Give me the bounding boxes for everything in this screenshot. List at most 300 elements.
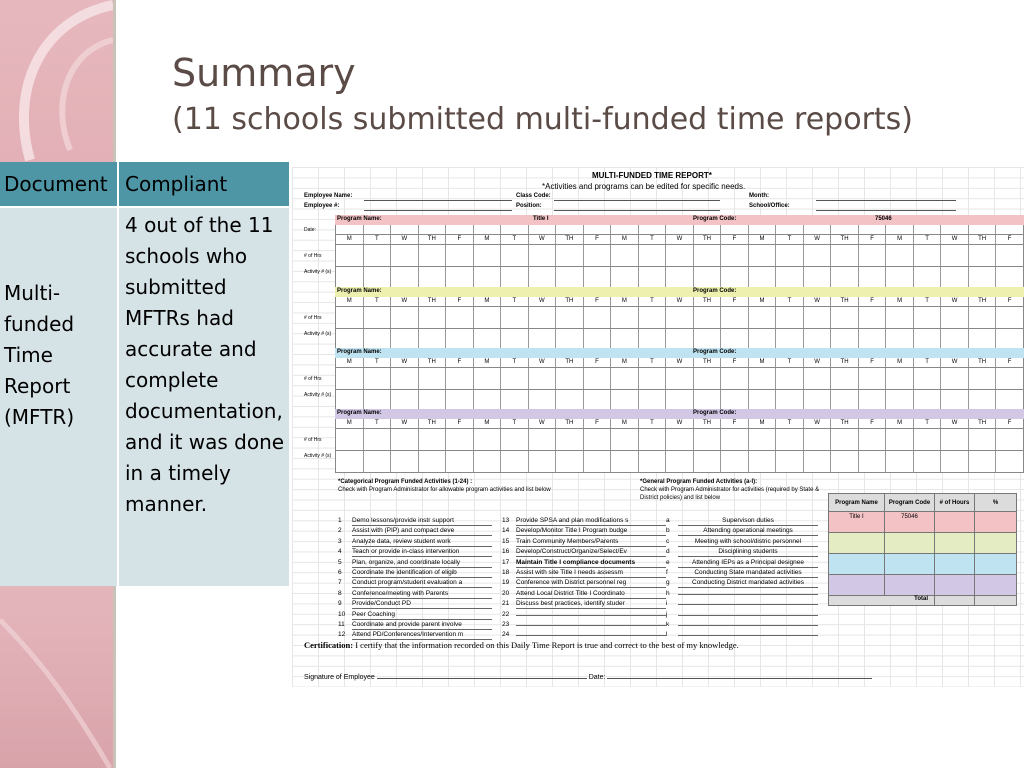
summary-row <box>829 512 1017 533</box>
day-cell: W <box>665 358 693 367</box>
activity-text: Discuss best practices, identify studer <box>516 599 666 609</box>
summary-header: Program Name <box>829 494 885 512</box>
activity-number: 17 <box>502 558 510 566</box>
day-cell: W <box>390 297 418 306</box>
date-row <box>335 225 1024 235</box>
program-code-label: Program Code: <box>693 349 737 355</box>
program-code-value: 75046 <box>875 216 892 222</box>
day-cell: W <box>665 419 693 428</box>
activity-number: 5 <box>338 558 342 566</box>
form-title: MULTI-FUNDED TIME REPORT* <box>592 171 712 180</box>
day-cell: M <box>885 419 913 428</box>
day-cell: T <box>638 419 666 428</box>
activity-text: Develop/Monitor Title I Program budge <box>516 526 666 536</box>
categorical-text: Check with Program Administrator for allowable program activities and list below <box>338 487 551 493</box>
day-cell: M <box>346 359 352 365</box>
activity-text: Train Community Members/Parents <box>516 537 666 547</box>
day-cell: TH <box>418 297 446 306</box>
day-cell: TH <box>830 358 858 367</box>
activity-number: 20 <box>502 589 510 597</box>
general-text: Check with Program Administrator for activities (required by State & District policies) and list below <box>640 487 820 501</box>
hours-row <box>335 429 1024 451</box>
day-cell: T <box>913 419 941 428</box>
activity-item <box>666 578 818 588</box>
activity-item <box>666 589 818 599</box>
compliant-line: in a timely <box>125 461 231 485</box>
summary-total-row <box>829 596 1017 606</box>
activity-number: b <box>666 527 670 535</box>
activity-item <box>502 620 666 630</box>
day-cell: W <box>940 358 968 367</box>
activity-text <box>516 635 666 636</box>
day-cell: F <box>583 235 611 244</box>
activity-number: 6 <box>338 569 342 576</box>
activity-number: 24 <box>502 631 510 639</box>
activity-text <box>678 604 818 605</box>
activity-item <box>338 599 492 609</box>
document-cell <box>0 207 118 586</box>
day-cell: TH <box>555 358 583 367</box>
day-cell: T <box>775 297 803 306</box>
month-line <box>816 193 956 201</box>
activity-number: c <box>666 537 670 545</box>
certification <box>304 640 739 650</box>
activity-item <box>338 620 492 630</box>
activity-text <box>516 625 666 626</box>
summary-program-code: 75046 <box>885 512 935 533</box>
activity-item <box>502 526 666 536</box>
activity-item <box>338 568 492 578</box>
date-blank <box>607 672 872 679</box>
activity-text: Conduct program/student evaluation a <box>352 578 492 588</box>
categorical-instructions <box>338 479 628 494</box>
day-cell: W <box>940 297 968 306</box>
school-label: School/Office: <box>749 203 790 209</box>
activity-text: Conference/meeting with Parents <box>352 589 492 599</box>
activity-text: Provide SPSA and plan modifications s <box>516 516 666 526</box>
day-cell: T <box>500 297 528 306</box>
document-line: (MFTR) <box>4 405 75 429</box>
day-cell: W <box>803 297 831 306</box>
hours-row <box>335 245 1024 267</box>
activity-label: Activity # (s) <box>304 453 332 459</box>
activity-item <box>502 589 666 599</box>
activity-item <box>502 610 666 620</box>
day-cell: TH <box>830 419 858 428</box>
day-cell: TH <box>693 419 721 428</box>
activity-number: 2 <box>338 527 342 535</box>
day-cell: F <box>720 297 748 306</box>
day-cell: T <box>363 419 391 428</box>
day-cell: W <box>940 419 968 428</box>
signature-date-label: Date: <box>588 674 606 681</box>
activity-number: 21 <box>502 600 510 608</box>
activity-item <box>666 516 818 526</box>
summary-header: % <box>975 494 1017 512</box>
day-cell: F <box>583 297 611 306</box>
month-label: Month: <box>749 193 769 199</box>
activity-item <box>502 630 666 640</box>
general-instructions <box>640 479 820 502</box>
compliant-line: and it was done <box>125 430 285 454</box>
summary-total-label: Total <box>829 596 935 606</box>
certification-text: I certify that the information recorded on this Daily Time Report is true and correct to the best of my knowledge. <box>355 640 739 650</box>
day-row <box>335 235 1024 245</box>
document-line: Time <box>4 343 53 367</box>
activity-number: l <box>666 631 668 639</box>
program-name-label: Program Name: <box>337 410 382 416</box>
day-cell: F <box>445 297 473 306</box>
day-cell: W <box>665 297 693 306</box>
activity-item <box>666 599 818 609</box>
day-cell: TH <box>830 297 858 306</box>
program-name-label: Program Name: <box>337 216 382 222</box>
day-cell: TH <box>830 235 858 244</box>
day-cell: W <box>803 358 831 367</box>
day-cell: M <box>610 297 638 306</box>
compliant-cell <box>118 207 289 586</box>
day-cell: M <box>473 235 501 244</box>
activity-text: Provide/Conduct PD <box>352 599 492 609</box>
day-row <box>335 358 1024 368</box>
day-cell: W <box>528 419 556 428</box>
compliant-line: accurate and <box>125 337 257 361</box>
activity-number: j <box>666 610 668 618</box>
day-cell: M <box>885 297 913 306</box>
employee-no-label: Employee #: <box>304 203 340 209</box>
employee-name-label: Employee Name: <box>304 193 353 199</box>
activity-item <box>666 526 818 536</box>
day-cell: F <box>583 358 611 367</box>
day-cell: T <box>913 358 941 367</box>
document-line: Report <box>4 374 71 398</box>
activity-row <box>335 451 1024 473</box>
day-cell: M <box>748 419 776 428</box>
activity-number: g <box>666 579 670 587</box>
summary-header: Program Code <box>885 494 935 512</box>
day-cell: W <box>528 297 556 306</box>
summary-percent <box>975 512 1017 533</box>
program-band-3 <box>335 348 1024 358</box>
compliant-line: manner. <box>125 492 208 516</box>
activity-label: Activity # (s) <box>304 331 332 337</box>
day-cell: M <box>346 420 352 426</box>
activity-item <box>502 537 666 547</box>
summary-header: # of Hours <box>935 494 975 512</box>
day-cell: F <box>858 358 886 367</box>
day-cell: T <box>363 297 391 306</box>
activity-text: Supervison duties <box>678 516 818 526</box>
activity-text: Conducting State mandated activities <box>678 568 818 578</box>
day-cell: T <box>638 297 666 306</box>
program-summary-table <box>828 493 1017 606</box>
activity-item <box>338 558 492 568</box>
day-cell: T <box>638 235 666 244</box>
day-cell: T <box>500 358 528 367</box>
program-band-1 <box>335 215 1024 225</box>
mftr-form-image <box>292 167 1024 687</box>
hours-label: # of Hrs <box>304 315 322 321</box>
activity-text <box>678 615 818 616</box>
activity-text: Teach or provide in-class intervention <box>352 547 492 557</box>
header-document: Document <box>0 162 118 207</box>
activity-item <box>502 599 666 609</box>
program-name-label: Program Name: <box>337 349 382 355</box>
activity-number: 3 <box>338 537 342 545</box>
activity-text: Disciplining students <box>678 547 818 557</box>
day-cell: F <box>995 419 1023 428</box>
day-cell: M <box>748 297 776 306</box>
activity-text: Coordinate the identification of eligib <box>352 568 492 578</box>
activity-number: a <box>666 517 670 524</box>
day-cell: M <box>748 358 776 367</box>
hours-row <box>335 307 1024 329</box>
day-cell: TH <box>693 297 721 306</box>
day-cell: M <box>610 358 638 367</box>
form-subtitle: *Activities and programs can be edited for specific needs. <box>542 182 746 191</box>
general-head: *General Program Funded Activities (a-l): <box>640 479 758 485</box>
activity-number: 10 <box>338 610 346 618</box>
activity-label: Activity # (s) <box>304 392 332 398</box>
activity-number: 12 <box>338 631 346 639</box>
activity-text: Attend PD/Conferences/Intervention m <box>352 630 492 640</box>
document-line: funded <box>4 312 75 336</box>
activity-item <box>338 589 492 599</box>
activity-text: Conference with District personnel reg <box>516 578 666 588</box>
class-code-label: Class Code: <box>516 193 551 199</box>
position-line <box>554 203 720 211</box>
day-cell: W <box>528 358 556 367</box>
activity-number: 14 <box>502 527 510 535</box>
day-cell: M <box>610 419 638 428</box>
activity-text: Peer Coaching <box>352 610 492 620</box>
compliant-line: submitted <box>125 275 227 299</box>
activity-text: Coordinate and provide parent involve <box>352 620 492 630</box>
activity-item <box>338 537 492 547</box>
summary-row <box>829 575 1017 596</box>
program-name-label: Program Name: <box>337 288 382 294</box>
day-cell: TH <box>968 297 996 306</box>
day-cell: TH <box>693 358 721 367</box>
activity-text: Attending operational meetings <box>678 526 818 536</box>
day-cell: M <box>473 358 501 367</box>
activity-text <box>678 594 818 595</box>
day-cell: F <box>995 358 1023 367</box>
day-cell: F <box>858 297 886 306</box>
employee-name-line <box>364 193 512 201</box>
day-cell: M <box>885 358 913 367</box>
day-cell: TH <box>418 419 446 428</box>
hours-row <box>335 368 1024 390</box>
program-code-label: Program Code: <box>693 216 737 222</box>
day-cell: W <box>665 235 693 244</box>
day-cell: M <box>346 298 352 304</box>
day-cell: T <box>775 419 803 428</box>
class-code-line <box>554 193 720 201</box>
compliant-line: schools who <box>125 244 248 268</box>
compliant-line: MFTRs had <box>125 306 234 330</box>
activity-text: Maintain Title I compliance documents <box>516 558 666 568</box>
day-cell: TH <box>968 235 996 244</box>
day-cell: F <box>720 235 748 244</box>
day-cell: T <box>500 419 528 428</box>
activity-number: 11 <box>338 621 345 628</box>
activity-number: e <box>666 558 670 566</box>
activity-text <box>516 615 666 616</box>
activity-text: Attend Local District Title I Coordinato <box>516 589 666 599</box>
program-band-4 <box>335 409 1024 419</box>
day-cell: F <box>445 235 473 244</box>
activity-item <box>666 568 818 578</box>
activity-number: 16 <box>502 548 510 556</box>
activity-text: Assist with (PIP) and compact deve <box>352 526 492 536</box>
activity-text: Attending IEPs as a Principal designee <box>678 558 818 568</box>
activity-number: f <box>666 569 668 576</box>
day-cell: F <box>858 419 886 428</box>
activity-number: h <box>666 589 670 597</box>
activity-number: 8 <box>338 589 342 597</box>
activity-text <box>678 635 818 636</box>
document-line: Multi- <box>4 281 61 305</box>
activity-number: 7 <box>338 579 342 587</box>
activity-item <box>338 547 492 557</box>
day-cell: TH <box>418 235 446 244</box>
activity-number: 4 <box>338 548 342 556</box>
day-cell: F <box>445 419 473 428</box>
day-cell: W <box>528 235 556 244</box>
hours-label: # of Hrs <box>304 376 322 382</box>
activity-text: Analyze data, review student work <box>352 537 492 547</box>
compliant-line: 4 out of the 11 <box>125 213 274 237</box>
hours-label: # of Hrs <box>304 253 322 259</box>
date-label: Date: <box>304 227 316 233</box>
activity-item <box>502 568 666 578</box>
day-cell: TH <box>693 235 721 244</box>
position-label: Position: <box>516 203 542 209</box>
activity-item <box>502 547 666 557</box>
program-code-label: Program Code: <box>693 288 737 294</box>
day-cell: TH <box>968 358 996 367</box>
signature-label: Signature of Employee <box>304 674 375 681</box>
compliant-line: documentation, <box>125 399 283 423</box>
employee-no-line <box>364 203 512 211</box>
day-cell: F <box>995 235 1023 244</box>
day-cell: F <box>445 358 473 367</box>
day-cell: M <box>748 235 776 244</box>
activity-item <box>666 537 818 547</box>
activity-item <box>666 558 818 568</box>
day-cell: M <box>610 235 638 244</box>
activity-item <box>338 630 492 640</box>
activity-item <box>666 610 818 620</box>
activity-text: Conducting District mandated activities <box>678 578 818 588</box>
day-cell: W <box>390 419 418 428</box>
activity-number: 9 <box>338 600 342 608</box>
day-cell: T <box>913 297 941 306</box>
header-compliant: Compliant <box>118 162 289 207</box>
activity-number: 18 <box>502 569 510 576</box>
certification-label: Certification: <box>304 640 354 650</box>
day-cell: TH <box>555 419 583 428</box>
activity-text: Develop/Construct/Organize/Select/Ev <box>516 547 666 557</box>
day-cell: T <box>500 235 528 244</box>
activity-text: Demo lessons/provide instr support <box>352 516 492 526</box>
activity-number: 19 <box>502 579 510 587</box>
program-band-2 <box>335 287 1024 297</box>
day-cell: F <box>858 235 886 244</box>
activity-item <box>338 526 492 536</box>
signature-blank <box>377 672 587 679</box>
summary-row <box>829 533 1017 554</box>
activity-number: d <box>666 548 670 556</box>
day-cell: M <box>473 419 501 428</box>
day-cell: W <box>390 358 418 367</box>
day-cell: T <box>775 235 803 244</box>
activity-item <box>666 630 818 640</box>
activity-number: 23 <box>502 621 510 628</box>
slide-title: Summary <box>172 51 356 95</box>
activity-label: Activity # (s) <box>304 269 332 275</box>
activity-item <box>338 610 492 620</box>
activity-item <box>502 558 666 568</box>
day-cell: W <box>390 235 418 244</box>
day-cell: T <box>775 358 803 367</box>
activity-number: 13 <box>502 517 510 524</box>
categorical-head: *Categorical Program Funded Activities (1-24) : <box>338 479 473 485</box>
day-cell: TH <box>555 297 583 306</box>
activity-number: k <box>666 621 670 628</box>
signature-line <box>304 672 872 681</box>
compliance-table <box>0 162 289 586</box>
day-cell: W <box>803 235 831 244</box>
day-row <box>335 419 1024 429</box>
day-cell: TH <box>418 358 446 367</box>
activity-item <box>338 578 492 588</box>
program-name-value: Title I <box>533 216 549 222</box>
summary-row <box>829 554 1017 575</box>
day-cell: TH <box>968 419 996 428</box>
day-cell: W <box>940 235 968 244</box>
activity-number: 1 <box>338 517 342 524</box>
day-cell: F <box>720 419 748 428</box>
activity-number: i <box>666 600 668 608</box>
day-row <box>335 297 1024 307</box>
day-cell: T <box>638 358 666 367</box>
activity-item <box>502 578 666 588</box>
program-code-label: Program Code: <box>693 410 737 416</box>
day-cell: M <box>885 235 913 244</box>
day-cell: F <box>995 297 1023 306</box>
summary-program-name: Title I <box>829 512 885 533</box>
activity-item <box>666 620 818 630</box>
compliant-line: complete <box>125 368 219 392</box>
school-line <box>816 203 956 211</box>
day-cell: M <box>346 236 352 242</box>
slide-subtitle: (11 schools submitted multi-funded time reports) <box>172 102 914 137</box>
activity-text: Meeting with school/distric personnel <box>678 537 818 547</box>
day-cell: T <box>363 235 391 244</box>
activity-text: Assist with site Title I needs assessm <box>516 568 666 578</box>
activity-item <box>338 516 492 526</box>
day-cell: F <box>583 419 611 428</box>
activity-row <box>335 267 1024 289</box>
day-cell: F <box>720 358 748 367</box>
summary-hours <box>935 512 975 533</box>
activity-text <box>678 625 818 626</box>
day-cell: W <box>803 419 831 428</box>
activity-item <box>502 516 666 526</box>
day-cell: T <box>363 358 391 367</box>
